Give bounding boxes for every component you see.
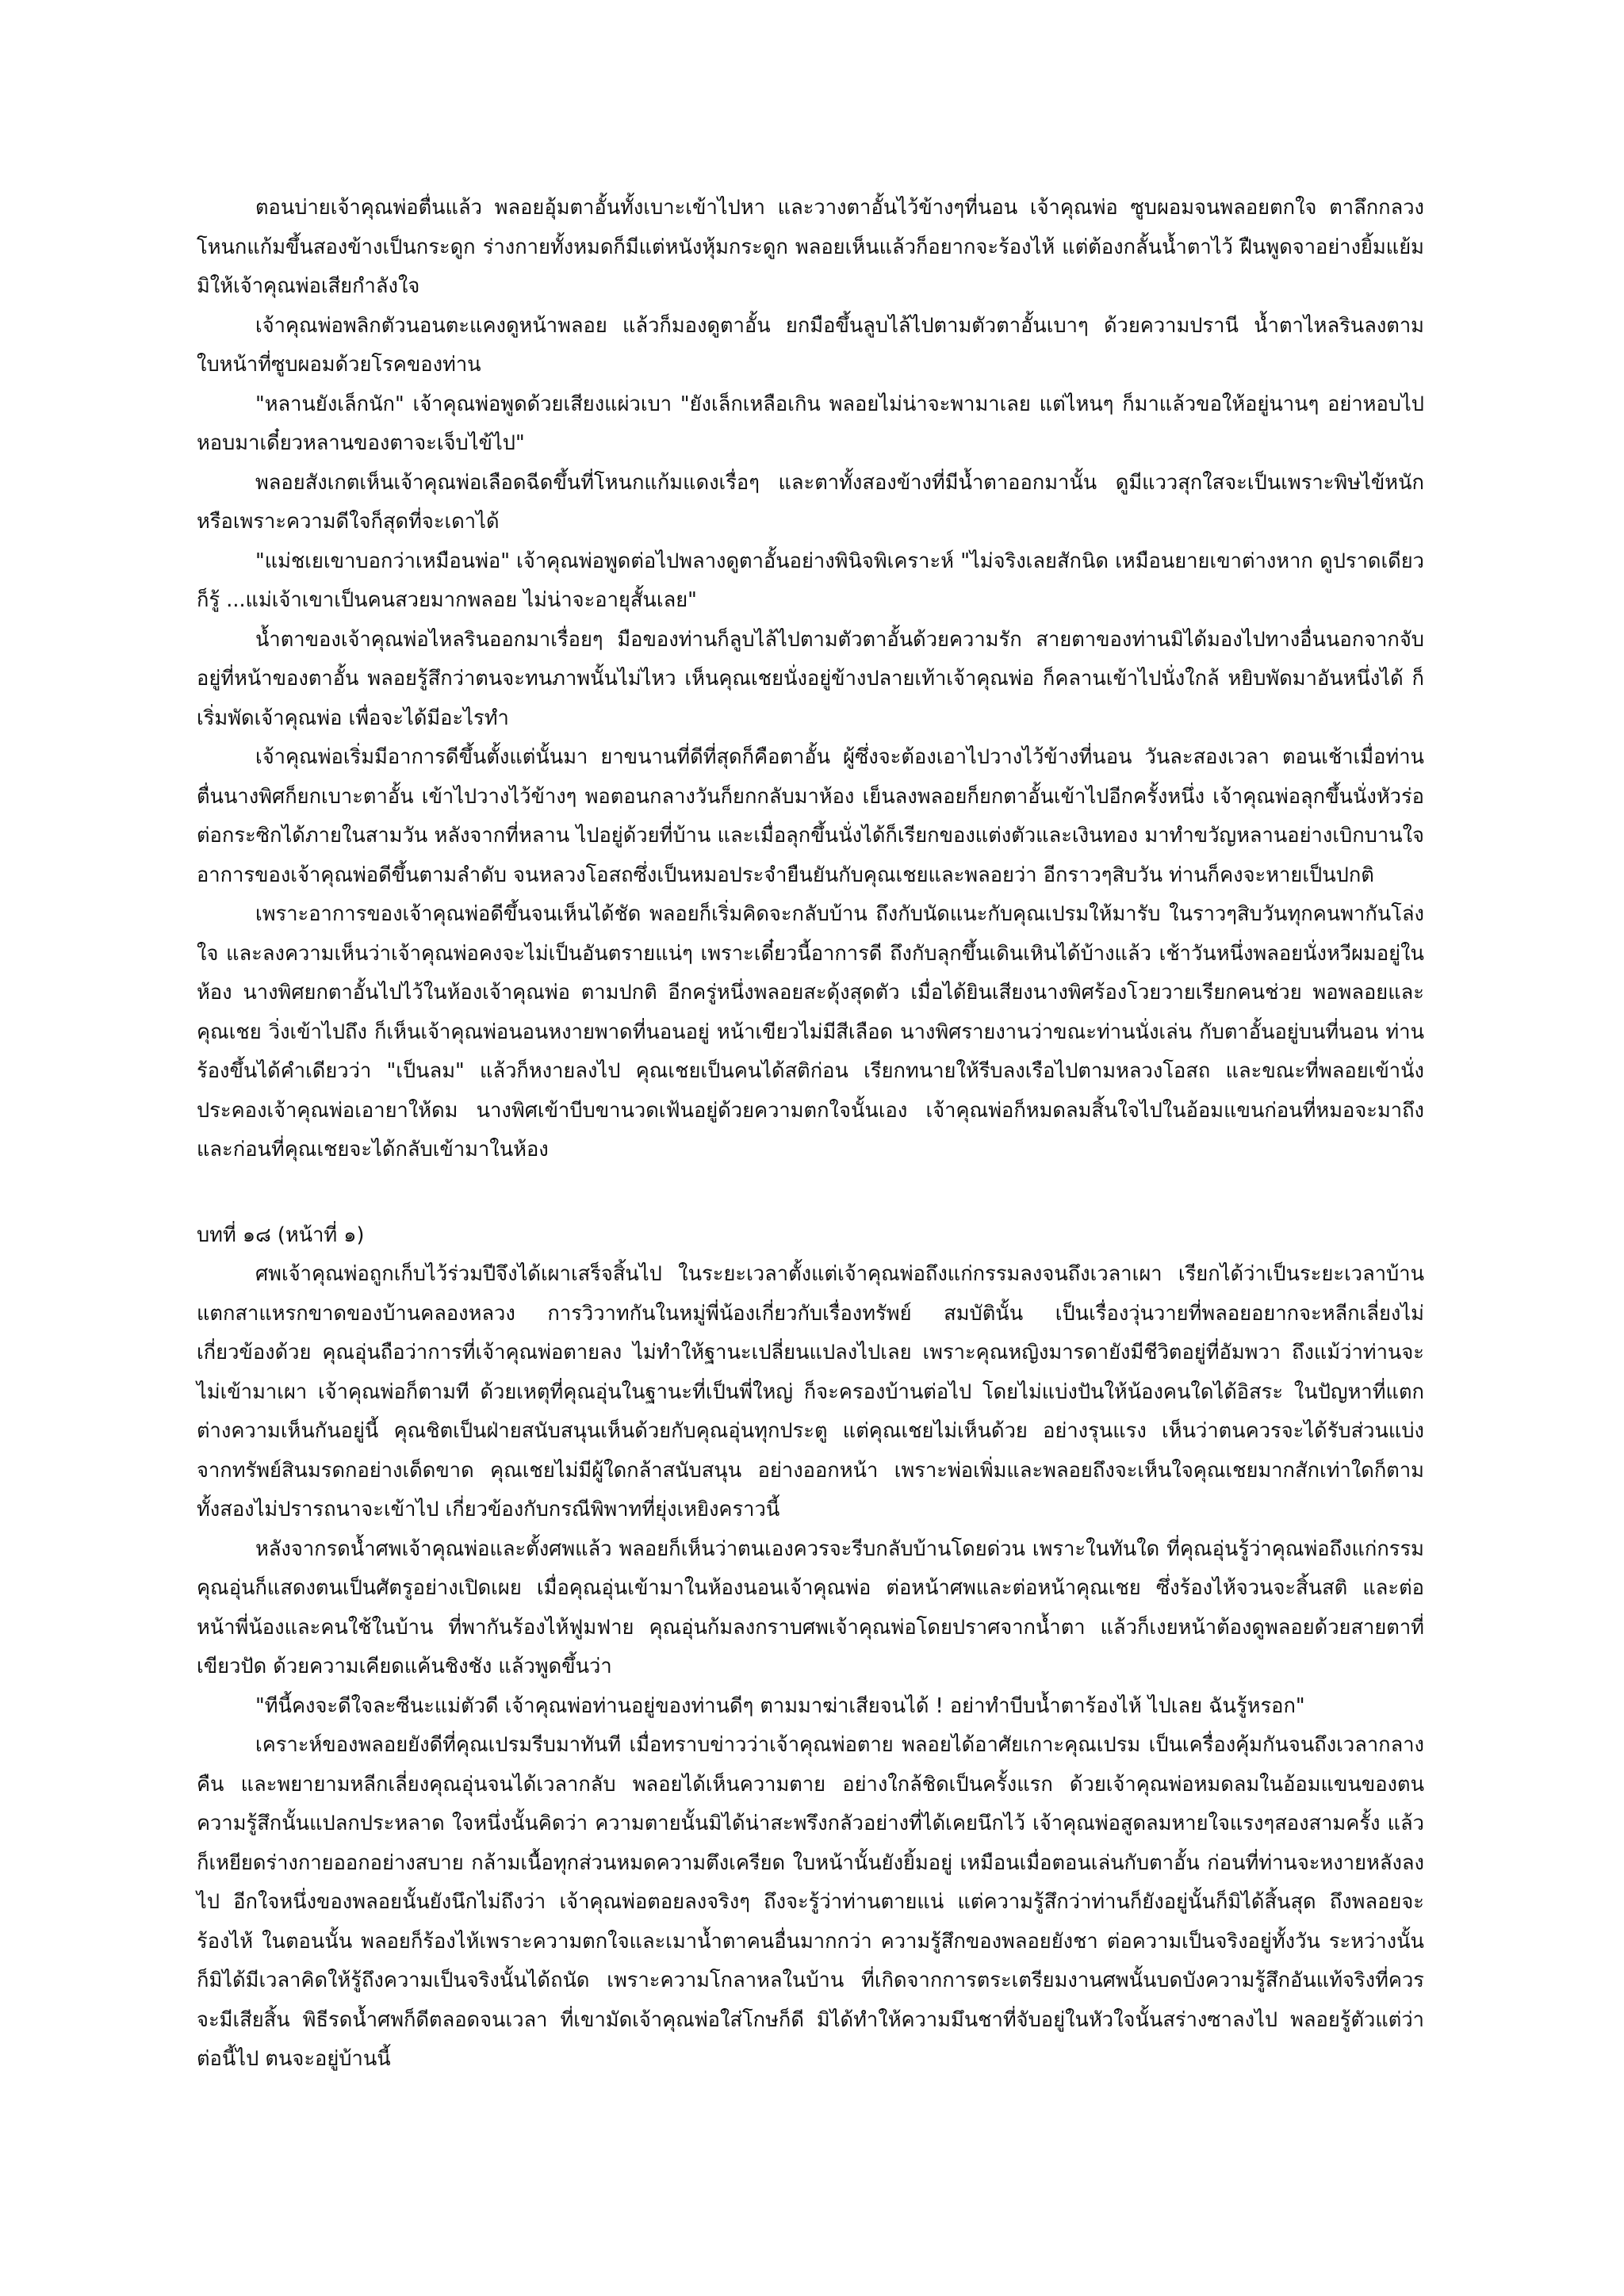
paragraph: น้ำตาของเจ้าคุณพ่อไหลรินออกมาเรื่อยๆ มือของท่านก็ลูบไล้ไปตามตัวตาอั้นด้วยความรัก สายตาของท่านมิได้มองไปทางอื่นนอกจากจับอยู่ที่หน้าของตาอั้น พลอยรู้สึกว่าตนจะทนภาพนั้นไม่ไหว เห็นคุณเชยนั่งอยู่ข้างปลายเท้าเจ้าคุณพ่อ ก็คลานเข้าไปนั่งใกล้ หยิบพัดมาอันหนึ่งได้ ก็เริ่มพัดเจ้าคุณพ่อ เพื่อจะได้มีอะไรทำ	[197, 627, 1424, 730]
paragraph: "ทีนี้คงจะดีใจละซีนะแม่ตัวดี เจ้าคุณพ่อท่านอยู่ของท่านดีๆ ตามมาฆ่าเสียจนได้ ! อย่าทำบีบน้ำตาร้องไห้ ไปเลย ฉันรู้หรอก"	[255, 1693, 1305, 1718]
paragraph: ตอนบ่ายเจ้าคุณพ่อตื่นแล้ว พลอยอุ้มตาอั้นทั้งเบาะเข้าไปหา และวางตาอั้นไว้ข้างๆที่นอน เจ้าคุณพ่อ ซูบผอมจนพลอยตกใจ ตาลึกกลวง โหนกแก้มขึ้นสองข้างเป็นกระดูก ร่างกายทั้งหมดก็มีแต่หนังหุ้มกระดูก พลอยเห็นแล้วก็อยากจะร้องไห้ แต่ต้องกลั้นน้ำตาไว้ ฝืนพูดจาอย่างยิ้มแย้ม มิให้เจ้าคุณพ่อเสียกำลังใจ	[197, 196, 1424, 298]
document-body	[197, 189, 1424, 2080]
paragraph: ศพเจ้าคุณพ่อถูกเก็บไว้ร่วมปีจึงได้เผาเสร็จสิ้นไป ในระยะเวลาตั้งแต่เจ้าคุณพ่อถึงแก่กรรมลงจนถึงเวลาเผา เรียกได้ว่าเป็นระยะเวลาบ้านแตกสาแหรกขาดของบ้านคลองหลวง การวิวาทกันในหมู่พี่น้องเกี่ยวกับเรื่องทรัพย์ สมบัตินั้น เป็นเรื่องวุ่นวายที่พลอยอยากจะหลีกเลี่ยงไม่เกี่ยวข้องด้วย คุณอุ่นถือว่าการที่เจ้าคุณพ่อตายลง ไม่ทำให้ฐานะเปลี่ยนแปลงไปเลย เพราะคุณหญิงมารดายังมีชีวิตอยู่ที่อัมพวา ถึงแม้ว่าท่านจะไม่เข้ามาเผา เจ้าคุณพ่อก็ตามที ด้วยเหตุที่คุณอุ่นในฐานะที่เป็นพี่ใหญ่ ก็จะครองบ้านต่อไป โดยไม่แบ่งปันให้น้องคนใดได้อิสระ ในปัญหาที่แตกต่างความเห็นกันอยู่นี้ คุณชิตเป็นฝ่ายสนับสนุนเห็นด้วยกับคุณอุ่นทุกประตู แต่คุณเชยไม่เห็นด้วย อย่างรุนแรง เห็นว่าตนควรจะได้รับส่วนแบ่งจากทรัพย์สินมรดกอย่างเด็ดขาด คุณเชยไม่มีผู้ใดกล้าสนับสนุน อย่างออกหน้า เพราะพ่อเพิ่มและพลอยถึงจะเห็นใจคุณเชยมากสักเท่าใดก็ตาม ทั้งสองไม่ปรารถนาจะเข้าไป เกี่ยวข้องกับกรณีพิพาทที่ยุ่งเหยิงคราวนี้	[197, 1262, 1424, 1521]
paragraph: เคราะห์ของพลอยยังดีที่คุณเปรมรีบมาทันที เมื่อทราบข่าวว่าเจ้าคุณพ่อตาย พลอยได้อาศัยเกาะคุณเปรม เป็นเครื่องคุ้มกันจนถึงเวลากลางคืน และพยายามหลีกเลี่ยงคุณอุ่นจนได้เวลากลับ พลอยได้เห็นความตาย อย่างใกล้ชิดเป็นครั้งแรก ด้วยเจ้าคุณพ่อหมดลมในอ้อมแขนของตน ความรู้สึกนั้นแปลกประหลาด ใจหนึ่งนั้นคิดว่า ความตายนั้นมิได้น่าสะพรึงกลัวอย่างที่ได้เคยนึกไว้ เจ้าคุณพ่อสูดลมหายใจแรงๆสองสามครั้ง แล้วก็เหยียดร่างกายออกอย่างสบาย กล้ามเนื้อทุกส่วนหมดความตึงเครียด ใบหน้านั้นยังยิ้มอยู่ เหมือนเมื่อตอนเล่นกับตาอั้น ก่อนที่ท่านจะหงายหลังลงไป อีกใจหนึ่งของพลอยนั้นยังนึกไม่ถึงว่า เจ้าคุณพ่อตอยลงจริงๆ ถึงจะรู้ว่าท่านตายแน่ แต่ความรู้สึกว่าท่านก็ยังอยู่นั้นก็มิได้สิ้นสุด ถึงพลอยจะร้องไห้ ในตอนนั้น พลอยก็ร้องไห้เพราะความตกใจและเมาน้ำตาคนอื่นมากกว่า ความรู้สึกของพลอยยังชา ต่อความเป็นจริงอยู่ทั้งวัน ระหว่างนั้นก็มิได้มีเวลาคิดให้รู้ถึงความเป็นจริงนั้นได้ถนัด เพราะความโกลาหลในบ้าน ที่เกิดจากการตระเตรียมงานศพนั้นบดบังความรู้สึกอันแท้จริงที่ควรจะมีเสียสิ้น พิธีรดน้ำศพก็ดีตลอดจนเวลา ที่เขามัดเจ้าคุณพ่อใส่โกษก็ดี มิได้ทำให้ความมึนชาที่จับอยู่ในหัวใจนั้นสร่างซาลงไป พลอยรู้ตัวแต่ว่าต่อนี้ไป ตนจะอยู่บ้านนี้	[197, 1733, 1424, 2071]
chapter-heading: บทที่ ๑๘ (หน้าที่ ๑)	[197, 1223, 365, 1247]
paragraph: หลังจากรดน้ำศพเจ้าคุณพ่อและตั้งศพแล้ว พลอยก็เห็นว่าตนเองควรจะรีบกลับบ้านโดยด่วน เพราะในทันใด ที่คุณอุ่นรู้ว่าคุณพ่อถึงแก่กรรม คุณอุ่นก็แสดงตนเป็นศัตรูอย่างเปิดเผย เมื่อคุณอุ่นเข้ามาในห้องนอนเจ้าคุณพ่อ ต่อหน้าศพและต่อหน้าคุณเชย ซึ่งร้องไห้จวนจะสิ้นสติ และต่อหน้าพี่น้องและคนใช้ในบ้าน ที่พากันร้องไห้ฟูมฟาย คุณอุ่นก้มลงกราบศพเจ้าคุณพ่อโดยปราศจากน้ำตา แล้วก็เงยหน้าต้องดูพลอยด้วยสายตาที่เขียวปัด ด้วยความเคียดแค้นชิงชัง แล้วพูดขึ้นว่า	[197, 1536, 1424, 1678]
section-gap	[197, 1170, 1424, 1216]
paragraph: เพราะอาการของเจ้าคุณพ่อดีขึ้นจนเห็นได้ชัด พลอยก็เริ่มคิดจะกลับบ้าน ถึงกับนัดแนะกับคุณเปรมให้มารับ ในราวๆสิบวันทุกคนพากันโล่งใจ และลงความเห็นว่าเจ้าคุณพ่อคงจะไม่เป็นอันตรายแน่ๆ เพราะเดี๋ยวนี้อาการดี ถึงกับลุกขึ้นเดินเหินได้บ้างแล้ว เช้าวันหนึ่งพลอยนั่งหวีผมอยู่ในห้อง นางพิศยกตาอั้นไปไว้ในห้องเจ้าคุณพ่อ ตามปกติ อีกครู่หนึ่งพลอยสะดุ้งสุดตัว เมื่อได้ยินเสียงนางพิศร้องโวยวายเรียกคนช่วย พอพลอยและคุณเชย วิ่งเข้าไปถึง ก็เห็นเจ้าคุณพ่อนอนหงายพาดที่นอนอยู่ หน้าเขียวไม่มีสีเลือด นางพิศรายงานว่าขณะท่านนั่งเล่น กับตาอั้นอยู่บนที่นอน ท่านร้องขึ้นได้คำเดียวว่า "เป็นลม" แล้วก็หงายลงไป คุณเชยเป็นคนได้สติก่อน เรียกทนายให้รีบลงเรือไปตามหลวงโอสถ และขณะที่พลอยเข้านั่งประคองเจ้าคุณพ่อเอายาให้ดม นางพิศเข้าบีบขานวดเฟ้นอยู่ด้วยความตกใจนั้นเอง เจ้าคุณพ่อก็หมดลมสิ้นใจไปในอ้อมแขนก่อนที่หมอจะมาถึง และก่อนที่คุณเชยจะได้กลับเข้ามาในห้อง	[197, 902, 1424, 1161]
paragraph: พลอยสังเกตเห็นเจ้าคุณพ่อเลือดฉีดขึ้นที่โหนกแก้มแดงเรื่อๆ และตาทั้งสองข้างที่มีน้ำตาออกมานั้น ดูมีแววสุกใสจะเป็นเพราะพิษไข้หนัก หรือเพราะความดีใจก็สุดที่จะเดาได้	[197, 470, 1424, 534]
paragraph: "หลานยังเล็กนัก" เจ้าคุณพ่อพูดด้วยเสียงแผ่วเบา "ยังเล็กเหลือเกิน พลอยไม่น่าจะพามาเลย แต่ไหนๆ ก็มาแล้วขอให้อยู่นานๆ อย่าหอบไปหอบมาเดี๋ยวหลานของตาจะเจ็บไข้ไป"	[197, 392, 1424, 455]
paragraph: "แม่ชเยเขาบอกว่าเหมือนพ่อ" เจ้าคุณพ่อพูดต่อไปพลางดูตาอั้นอย่างพินิจพิเคราะห์ "ไม่จริงเลยสักนิด เหมือนยายเขาต่างหาก ดูปราดเดียวก็รู้ ...แม่เจ้าเขาเป็นคนสวยมากพลอย ไม่น่าจะอายุสั้นเลย"	[197, 549, 1424, 612]
paragraph: เจ้าคุณพ่อเริ่มมีอาการดีขึ้นตั้งแต่นั้นมา ยาขนานที่ดีที่สุดก็คือตาอั้น ผู้ซึ่งจะต้องเอาไปวางไว้ข้างที่นอน วันละสองเวลา ตอนเช้าเมื่อท่านตื่นนางพิศก็ยกเบาะตาอั้น เข้าไปวางไว้ข้างๆ พอตอนกลางวันก็ยกกลับมาห้อง เย็นลงพลอยก็ยกตาอั้นเข้าไปอีกครั้งหนึ่ง เจ้าคุณพ่อลุกขึ้นนั่งหัวร่อต่อกระซิกได้ภายในสามวัน หลังจากที่หลาน ไปอยู่ด้วยที่บ้าน และเมื่อลุกขึ้นนั่งได้ก็เรียกของแต่งตัวและเงินทอง มาทำขวัญหลานอย่างเบิกบานใจ อาการของเจ้าคุณพ่อดีขึ้นตามลำดับ จนหลวงโอสถซึ่งเป็นหมอประจำยืนยันกับคุณเชยและพลอยว่า อีกราวๆสิบวัน ท่านก็คงจะหายเป็นปกติ	[197, 745, 1424, 887]
paragraph: เจ้าคุณพ่อพลิกตัวนอนตะแคงดูหน้าพลอย แล้วก็มองดูตาอั้น ยกมือขึ้นลูบไล้ไปตามตัวตาอั้นเบาๆ ด้วยความปรานี น้ำตาไหลรินลงตามใบหน้าที่ซูบผอมด้วยโรคของท่าน	[197, 313, 1424, 377]
